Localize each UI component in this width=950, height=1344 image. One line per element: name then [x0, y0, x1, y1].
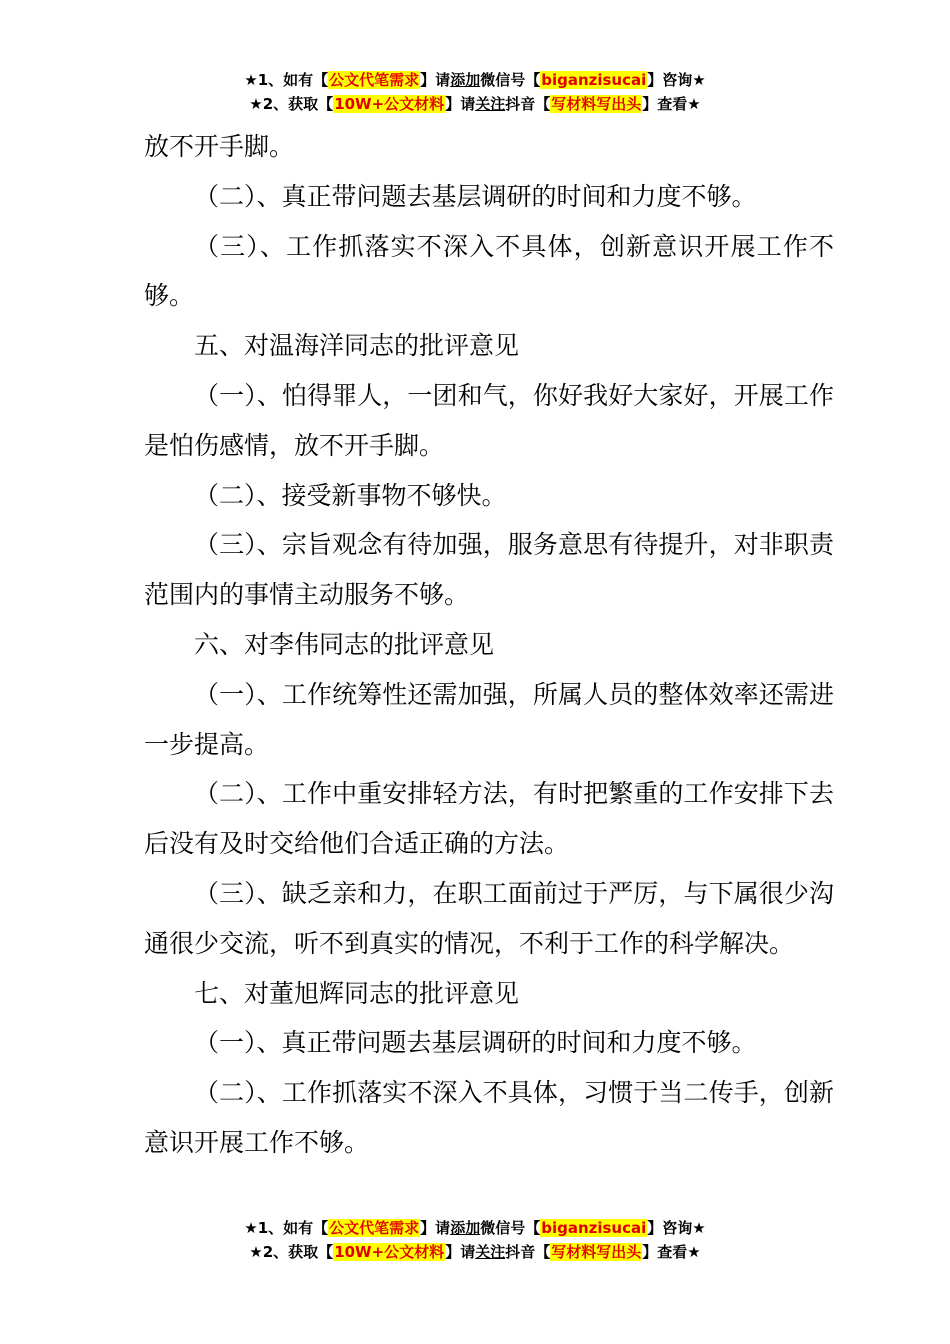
banner-text: 抖音【: [505, 1243, 551, 1261]
banner-line-2: [0, 1240, 950, 1264]
banner-text: ★1、如有【: [244, 71, 329, 89]
banner-text: ★1、如有【: [244, 1219, 329, 1237]
paragraph: （一）、真正带问题去基层调研的时间和力度不够。: [194, 1028, 757, 1058]
banner-highlight: 10W+公文材料: [334, 95, 445, 113]
paragraph: （二）、接受新事物不够快。: [194, 480, 507, 510]
paragraph: （一）、工作统筹性还需加强，所属人员的整体效率还需进一步提高。: [144, 679, 834, 759]
banner-text: 】请: [420, 71, 451, 89]
banner-highlight: 写材料写出头: [551, 1243, 642, 1261]
banner-highlight: biganzisucai: [541, 71, 647, 89]
banner-emphasis: 关注: [475, 1243, 506, 1261]
section-heading: 五、对温海洋同志的批评意见: [194, 331, 520, 361]
banner-text: 】查看★: [642, 95, 701, 113]
banner-text: 】请: [445, 1243, 476, 1261]
banner-text: 】请: [445, 95, 476, 113]
paragraph: （二）、工作中重安排轻方法，有时把繁重的工作安排下去后没有及时交给他们合适正确的方法。: [144, 779, 834, 859]
paragraph: （二）、工作抓落实不深入不具体，习惯于当二传手，创新意识开展工作不够。: [144, 1078, 834, 1157]
banner-highlight: 写材料写出头: [551, 95, 642, 113]
banner-line-1: [0, 68, 950, 92]
paragraph: 放不开手脚。: [144, 132, 295, 161]
paragraph: （三）、缺乏亲和力，在职工面前过于严厉，与下属很少沟通很少交流，听不到真实的情况，不利于工作的科学解决。: [144, 878, 834, 958]
paragraph: （三）、工作抓落实不深入不具体，创新意识开展工作不够。: [144, 231, 834, 311]
banner-highlight: 公文代笔需求: [329, 71, 420, 89]
section-heading: 七、对董旭辉同志的批评意见: [194, 978, 520, 1008]
banner-text: 】咨询★: [647, 1219, 706, 1237]
banner-emphasis: 关注: [475, 95, 506, 113]
document-body: [144, 122, 834, 1168]
paragraph: （一）、怕得罪人，一团和气，你好我好大家好，开展工作是怕伤感情，放不开手脚。: [144, 380, 834, 460]
banner-text: 抖音【: [505, 95, 551, 113]
banner-line-1: [0, 1216, 950, 1240]
banner-text: 】查看★: [642, 1243, 701, 1261]
header-banner: [0, 68, 950, 116]
section-heading: 六、对李伟同志的批评意见: [194, 629, 495, 659]
banner-text: 微信号【: [480, 1219, 541, 1237]
banner-text: ★2、获取【: [249, 1243, 334, 1261]
banner-text: 】咨询★: [647, 71, 706, 89]
banner-text: ★2、获取【: [249, 95, 334, 113]
footer-banner: [0, 1216, 950, 1264]
banner-highlight: 公文代笔需求: [329, 1219, 420, 1237]
paragraph: （二）、真正带问题去基层调研的时间和力度不够。: [194, 181, 757, 211]
banner-highlight: biganzisucai: [541, 1219, 647, 1237]
banner-line-2: [0, 92, 950, 116]
banner-text: 微信号【: [480, 71, 541, 89]
paragraph: （三）、宗旨观念有待加强，服务意思有待提升，对非职责范围内的事情主动服务不够。: [144, 530, 834, 610]
banner-text: 】请: [420, 1219, 451, 1237]
banner-highlight: 10W+公文材料: [334, 1243, 445, 1261]
banner-emphasis: 添加: [450, 1219, 481, 1237]
banner-emphasis: 添加: [450, 71, 481, 89]
